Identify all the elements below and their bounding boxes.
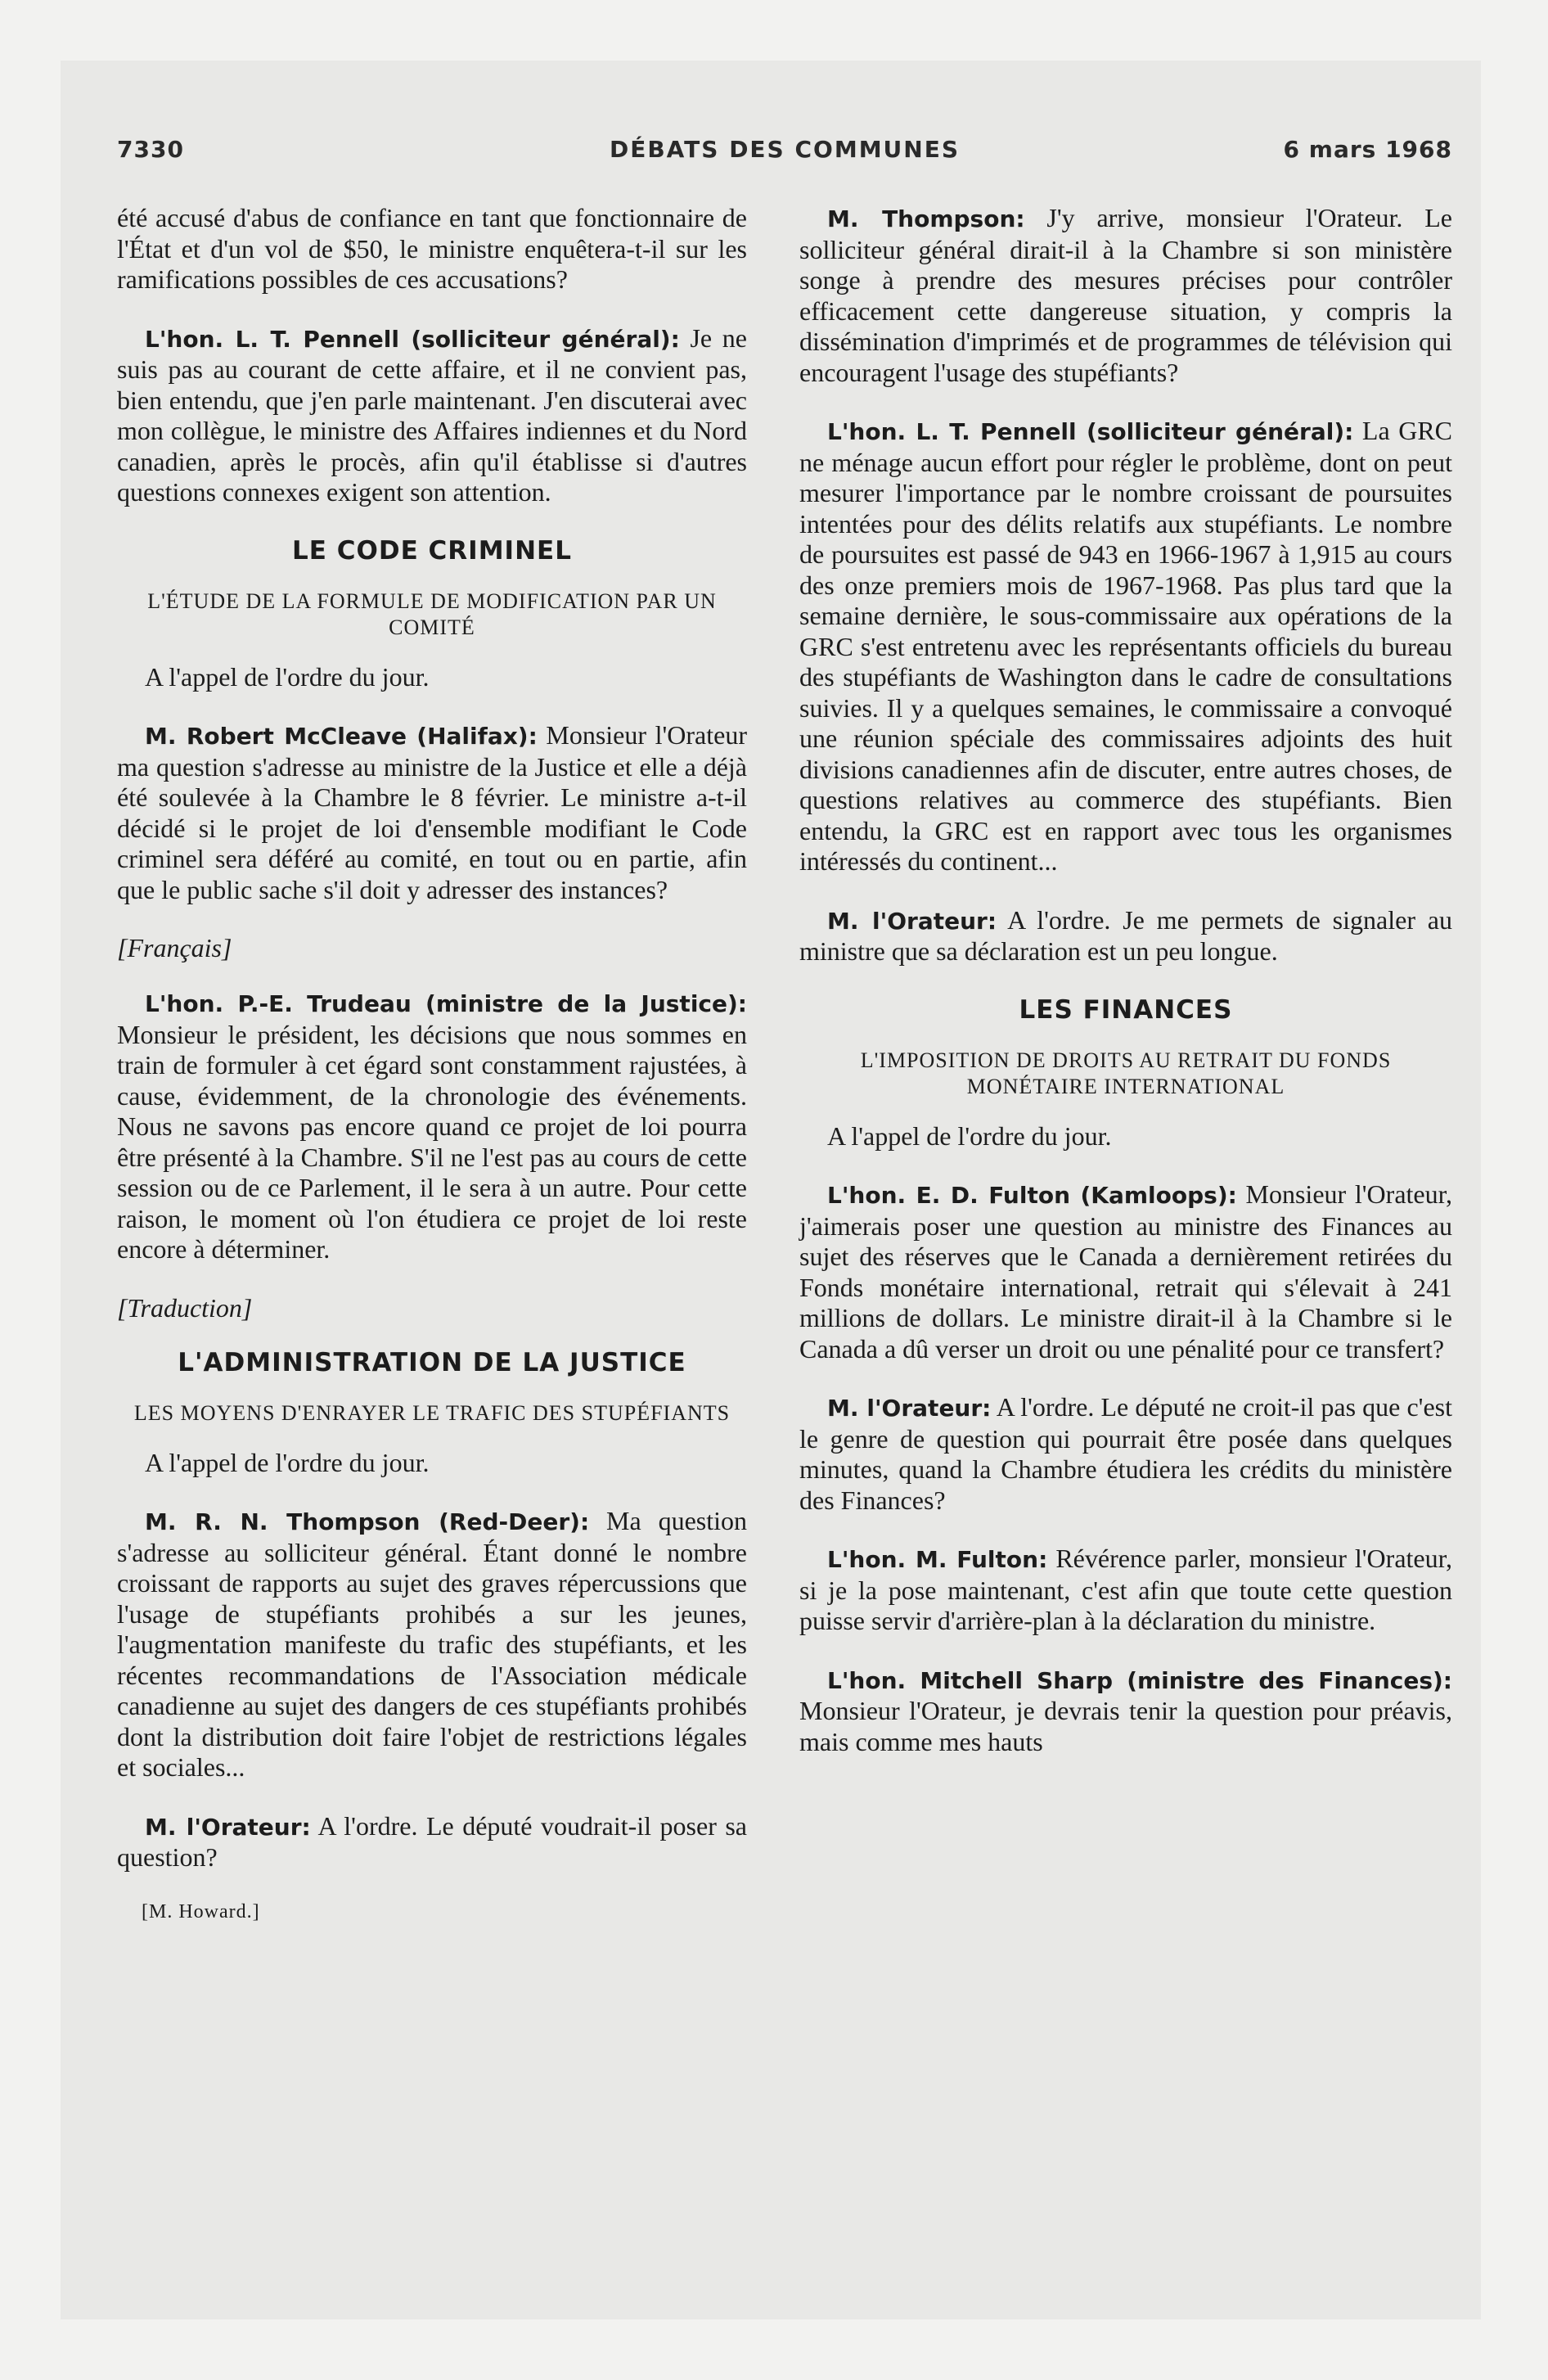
section-heading: LE CODE CRIMINEL <box>292 535 572 566</box>
paragraph: L'hon. E. D. Fulton (Kamloops): Monsieur l'Orateur, j'aimerais poser une question au ministre des Finances au sujet des réserves que le Canada a dernièrement retirées du Fonds monétaire international, retrait qui s'élevait à 241 millions de dollars. Le ministre dirait-il à la Chambre si le Canada a dû verser un droit ou une pénalité pour ce transfert? <box>799 1179 1452 1364</box>
paragraph: M. Thompson: J'y arrive, monsieur l'Orateur. Le solliciteur général dirait-il à la Chambre si son ministère songe à prendre des mesures précises pour contrôler efficacement cette dangereuse situation, y compris la dissémination d'imprimés et de programmes de télévision qui encouragent l'usage des stupéfiants? <box>799 203 1452 387</box>
right-column <box>799 203 1452 1785</box>
speaker-name: M. Robert McCleave (Halifax): <box>145 723 538 750</box>
order-of-day: A l'appel de l'ordre du jour. <box>827 1120 1112 1151</box>
subsection-heading: L'IMPOSITION DE DROITS AU RETRAIT DU FONDS MONÉTAIRE INTERNATIONAL <box>860 1048 1392 1098</box>
paragraph: M. l'Orateur: A l'ordre. Le député ne croit-il pas que c'est le genre de question qui pourrait être posée dans quelques minutes, quand la Chambre étudiera les crédits du ministère des Finances? <box>799 1392 1452 1515</box>
section-heading: L'ADMINISTRATION DE LA JUSTICE <box>178 1347 686 1377</box>
section-heading: LES FINANCES <box>1019 994 1233 1025</box>
speaker-name: L'hon. Mitchell Sharp (ministre des Finances): <box>827 1666 1452 1694</box>
paragraph: L'hon. L. T. Pennell (solliciteur général): Je ne suis pas au courant de cette affaire, et il ne convient pas, bien entendu, que j'en parle maintenant. J'en discuterai avec mon collègue, le ministre des Affaires indiennes et du Nord canadien, après le procès, afin qu'il établisse si d'autres questions connexes exigent son attention. <box>117 322 748 507</box>
speaker-name: L'hon. L. T. Pennell (solliciteur général): <box>145 325 680 353</box>
speaker-name: M. l'Orateur: <box>145 1813 311 1841</box>
paragraph: L'hon. Mitchell Sharp (ministre des Finances): Monsieur l'Orateur, je devrais tenir la question pour préavis, mais comme mes hauts <box>799 1666 1452 1756</box>
paragraph: L'hon. P.-E. Trudeau (ministre de la Justice): Monsieur le président, les décisions que nous sommes en train de formuler à cet égard sont constamment rajustées, à cause, évidemment, de la chronologie des événements. Nous ne savons pas encore quand ce projet de loi pourra être présenté à la Chambre. S'il ne l'est pas au cours de cette session ou de ce Parlement, il le sera à un autre. Pour cette raison, le moment où l'on étudiera ce projet de loi reste encore à déterminer. <box>117 990 747 1264</box>
language-note: [Traduction] <box>117 1292 253 1323</box>
speaker-name: M. l'Orateur: <box>827 1395 992 1422</box>
speaker-name: L'hon. E. D. Fulton (Kamloops): <box>827 1182 1237 1209</box>
order-of-day: A l'appel de l'ordre du jour. <box>145 1447 430 1477</box>
language-note: [Français] <box>117 933 232 962</box>
speaker-name: M. R. N. Thompson (Red-Deer): <box>145 1508 590 1535</box>
order-of-day: A l'appel de l'ordre du jour. <box>145 661 430 692</box>
footnote: [M. Howard.] <box>142 1900 260 1922</box>
paragraph: M. l'Orateur: A l'ordre. Je me permets de signaler au ministre que sa déclaration est un peu longue. <box>799 904 1452 966</box>
subsection-heading: L'ÉTUDE DE LA FORMULE DE MODIFICATION PAR UN COMITÉ <box>147 588 717 639</box>
hansard-page <box>117 131 1452 2341</box>
paragraph: L'hon. M. Fulton: Révérence parler, monsieur l'Orateur, si je la pose maintenant, c'est afin que toute cette question puisse servir d'arrière-plan à la déclaration du ministre. <box>799 1544 1452 1635</box>
speaker-name: M. l'Orateur: <box>827 907 997 935</box>
speaker-name: L'hon. L. T. Pennell (solliciteur général): <box>827 418 1354 445</box>
page-number: 7330 <box>117 136 184 163</box>
speaker-name: M. Thompson: <box>827 205 1025 232</box>
publication-title: DÉBATS DES COMMUNES <box>609 136 961 163</box>
paragraph: M. Robert McCleave (Halifax): Monsieur l'Orateur ma question s'adresse au ministre de la Justice et elle a déjà été soulevée à la Chambre le 8 février. Le ministre a-t-il décidé si le projet de loi d'ensemble modifiant le Code criminel sera déféré au comité, en tout ou en partie, afin que le public sache s'il doit y adresser des instances? <box>117 720 748 904</box>
page-date: 6 mars 1968 <box>1283 136 1452 163</box>
paragraph: L'hon. L. T. Pennell (solliciteur général): La GRC ne ménage aucun effort pour régler le problème, dont on peut mesurer l'importance par le nombre croissant de poursuites intentées pour des délits relatifs aux stupéfiants. Le nombre de poursuites est passé de 943 en 1966-1967 à 1,915 au cours des onze premiers mois de 1967-1968. Pas plus tard que la semaine dernière, le sous-commissaire aux opérations de la GRC s'est entretenu avec les représentants officiels du bureau des stupéfiants de Washington dans le cadre de consultations suivies. Il y a quelques semaines, le commissaire a convoqué une réunion spéciale des commissaires adjoints des huit divisions canadiennes afin de discuter, entre autres choses, de questions relatives au commerce des stupéfiants. Bien entendu, la GRC est en rapport avec tous les organismes intéressés du continent... <box>799 416 1453 876</box>
page-header <box>117 131 1452 180</box>
speaker-name: L'hon. M. Fulton: <box>827 1546 1048 1573</box>
paragraph: M. l'Orateur: A l'ordre. Le député voudrait-il poser sa question? <box>117 1810 747 1872</box>
left-column <box>117 203 747 1923</box>
paragraph: été accusé d'abus de confiance en tant que fonctionnaire de l'État et d'un vol de $50, le ministre enquêtera-t-il sur les ramifications possibles de ces accusations? <box>117 203 747 294</box>
subsection-heading: LES MOYENS D'ENRAYER LE TRAFIC DES STUPÉFIANTS <box>133 1400 731 1425</box>
speaker-name: L'hon. P.-E. Trudeau (ministre de la Justice): <box>145 990 747 1017</box>
paragraph: M. R. N. Thompson (Red-Deer): Ma question s'adresse au solliciteur général. Étant donné le nombre croissant de rapports au sujet des graves répercussions que l'usage de stupéfiants prohibés a sur les jeunes, l'augmentation manifeste du trafic des stupéfiants, et les récentes recommandations de l'Association médicale canadienne au sujet des dangers de ces stupéfiants prohibés dont la distribution doit faire l'objet de restrictions légales et sociales... <box>117 1506 748 1782</box>
